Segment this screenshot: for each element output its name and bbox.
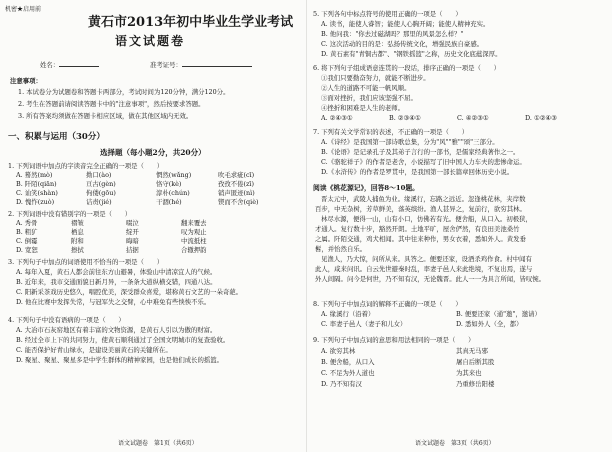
q5-option: D. 黄石素有"青铜古都"、"钢铁摇篮"之称，历史文化底蕴深厚。 <box>321 50 502 58</box>
page-footer: 语文试题卷 第3页（共6页） <box>415 440 495 447</box>
q6-sentence: ②人生的道路不可能一帆风顺。 <box>321 84 411 92</box>
q9-row: D. 乃不知有汉 乃重修岳阳楼 <box>321 380 495 388</box>
question-stem: 9. 下列句子中加点词的意思和用法相同的一项是（ ） <box>313 336 475 344</box>
q8-row: C. 率妻子邑人（妻子和儿女） D. 悉如外人（全，都） <box>321 320 523 328</box>
q2-row: C. 倒霉 附和 晦暗 中流抵柱 <box>16 237 207 245</box>
question-stem: 7. 下列有关文学常识的表述，不正确的一项是（ ） <box>313 128 469 136</box>
question-stem: 1. 下列词语中加点的字读音完全正确的一项是（ ） <box>8 162 164 170</box>
q9-row: C. 不足为外人道也 为其来也 <box>321 369 482 377</box>
passage-line: 此人，咸来问讯。自云先世避秦时乱，率妻子邑人来此绝境，不复出焉，遂与 <box>315 265 533 273</box>
q7-option: C.《骆驼祥子》的作者是老舍，小说描写了旧中国人力车夫的悲惨命运。 <box>321 158 526 166</box>
page-footer: 语文试题卷 第1页（共6页） <box>118 440 198 447</box>
note-item: 3. 所有答案均须做在答题卡相应区域，做在其他区域内无效。 <box>18 112 193 120</box>
passage-line: 之属。阡陌交通，鸡犬相闻。其中往来种作，男女衣着，悉如外人。黄发垂 <box>315 235 526 243</box>
reading-heading: 阅读《桃花源记》，回答8～10题。 <box>313 184 419 192</box>
q3-option: D. 他在比赛中发挥失常，与冠军失之交臂，心中难免有些怏怏不乐。 <box>16 298 211 306</box>
q3-option: B. 近年来，我市交通面貌日新月异，一条条大道纵横交错，四通八达。 <box>16 278 217 286</box>
q3-option: C. 阳新采茶戏历史悠久，唱腔优美，深受群众喜爱，堪称黄石文艺的一朵奇葩。 <box>16 288 243 296</box>
exam-page-3 <box>306 0 612 452</box>
name-blank <box>59 60 99 67</box>
question-stem: 4. 下列句子中没有语病的一项是（ ） <box>8 316 125 324</box>
passage-line: 林尽水源，便得一山，山有小口，仿佛若有光。便舍船，从口入。初极狭， <box>321 215 532 223</box>
name-label: 姓名： <box>40 61 60 69</box>
note-item: 1. 本试卷分为试题卷和答题卡两部分，考试时间为120分钟，满分120分。 <box>18 88 230 96</box>
q1-row: A. 蓦然(mò) 拗口(ào) 惘然(wǎng) 吹毛求疵(cī) <box>16 171 255 179</box>
question-stem: 5. 下列各句中标点符号的使用正确的一项是（ ） <box>313 10 462 18</box>
q3-option: A. 每年入夏，黄石人都会前往东方山避暑，体验山中清凉宜人的气候。 <box>16 268 217 276</box>
q2-row: A. 秀骨 褶皱 啜泣 翻来覆去 <box>16 219 207 227</box>
exam-title: 黄石市2013年初中毕业生学业考试 <box>88 15 294 30</box>
q6-options: A. ②④③① B. ②③④① C. ④②③① D. ①②④③ <box>321 114 557 122</box>
q2-row: B. 粗犷 栖息 绽开 叹为观止 <box>16 228 207 236</box>
question-stem: 6. 将下列句子组成语意连贯的一段话，排序正确的一项是（ ） <box>313 64 501 72</box>
q7-option: B.《论语》是记录孔子及其弟子言行的一部书，是儒家经典著作之一。 <box>321 148 520 156</box>
q5-option: A. 读书，能使人睿智；能使人心胸开阔；能使人精神充实。 <box>321 20 490 28</box>
question-stem: 3. 下列句子中加点的词语使用不恰当的一项是（ ） <box>8 258 164 266</box>
choice-heading: 选择题（每小题2分，共20分） <box>100 148 206 157</box>
q6-sentence: ①我们只要勤奋努力，就能不断进步。 <box>321 74 430 82</box>
q1-row: C. 讪笑(shàn) 佝偻(gōu) 淳朴(chún) 销声匿迹(nì) <box>16 189 255 197</box>
q4-option: C. 能否保护好青山绿水，是建设美丽黄石的关键所在。 <box>16 346 172 354</box>
passage-line: 髫，并怡然自乐。 <box>315 245 367 253</box>
q5-option: B. 他问我："你去过磁湖吗？那里的风景怎么样？" <box>321 30 464 38</box>
passage-line: 百步，中无杂树，芳草鲜美，落英缤纷。渔人甚异之，复前行，欲穷其林。 <box>315 205 526 213</box>
exam-number-field <box>150 60 252 69</box>
passage-line: 才通人。复行数十步，豁然开朗。土地平旷，屋舍俨然，有良田美池桑竹 <box>315 225 520 233</box>
q9-row: A. 欲穷其林 其真无马邪 <box>321 347 488 355</box>
exam-subtitle: 语文试题卷 <box>115 34 186 48</box>
q1-row: B. 阡陌(qiān) 亘古(gèn) 恪守(kè) 孜孜不倦(zī) <box>16 180 254 188</box>
q6-sentence: ④挫折和困难是人生的老师。 <box>321 104 405 112</box>
q4-option: B. 经过全市上下的共同努力，使黄石顺利通过了全国文明城市的复查验收。 <box>16 336 230 344</box>
note-item: 2. 考生在答题前请阅读答题卡中的"注意事项"，然后按要求答题。 <box>18 100 205 108</box>
question-stem: 8. 下列句子中加点词的解释不正确的一项是（ ） <box>313 300 462 308</box>
name-field <box>40 60 99 69</box>
notes-heading: 注意事项： <box>10 77 42 85</box>
secret-mark: 机密★启用前 <box>5 6 42 13</box>
q1-row: D. 愧怍(zuò) 诘责(jié) 干涸(hé) 锲而不舍(qiè) <box>16 198 259 206</box>
q7-option: D.《水浒传》的作者是罗贯中，是我国第一部长篇章回体历史小说。 <box>321 168 514 176</box>
passage-line: 见渔人，乃大惊，问所从来。具答之。便要还家，设酒杀鸡作食。村中闻有 <box>321 255 532 263</box>
q8-row: A. 缘溪行（沿着） B. 便要还家（通"邀"，邀请） <box>321 310 541 318</box>
q4-option: D. 聚星、聚星、聚星多是中学生群体的精神家园，也是他们成长的摇篮。 <box>16 356 224 364</box>
question-stem: 2. 下列词语中没有错别字的一项是（ ） <box>8 210 132 218</box>
q2-row: D. 宽恕 擦拭 拮据 合辙押韵 <box>16 246 207 254</box>
exam-number-label: 准考证号： <box>150 61 182 69</box>
q4-option: A. 大冶市石灰窑地区有着丰富的文物资源，是黄石人引以为傲的财富。 <box>16 326 217 334</box>
section-heading: 一、积累与运用（30分） <box>8 132 105 142</box>
q7-option: A.《诗经》是我国第一部诗歌总集，分为"风""雅""颂"三部分。 <box>321 138 499 146</box>
passage-line: 外人间隔。问今是何世，乃不知有汉，无论魏晋。此人一一为具言所闻，皆叹惋。 <box>315 275 546 283</box>
exam-number-blank <box>182 60 252 67</box>
q9-row: B. 便舍船，从口入 屠自后断其股 <box>321 358 495 366</box>
q5-option: C. 这次活动的目的是：弘扬传统文化，增强民族自豪感。 <box>321 40 484 48</box>
q6-sentence: ③面对挫折，我们应该坚强不屈。 <box>321 94 417 102</box>
passage-line: 晋太元中，武陵人捕鱼为业。缘溪行，忘路之远近。忽逢桃花林，夹岸数 <box>321 195 526 203</box>
